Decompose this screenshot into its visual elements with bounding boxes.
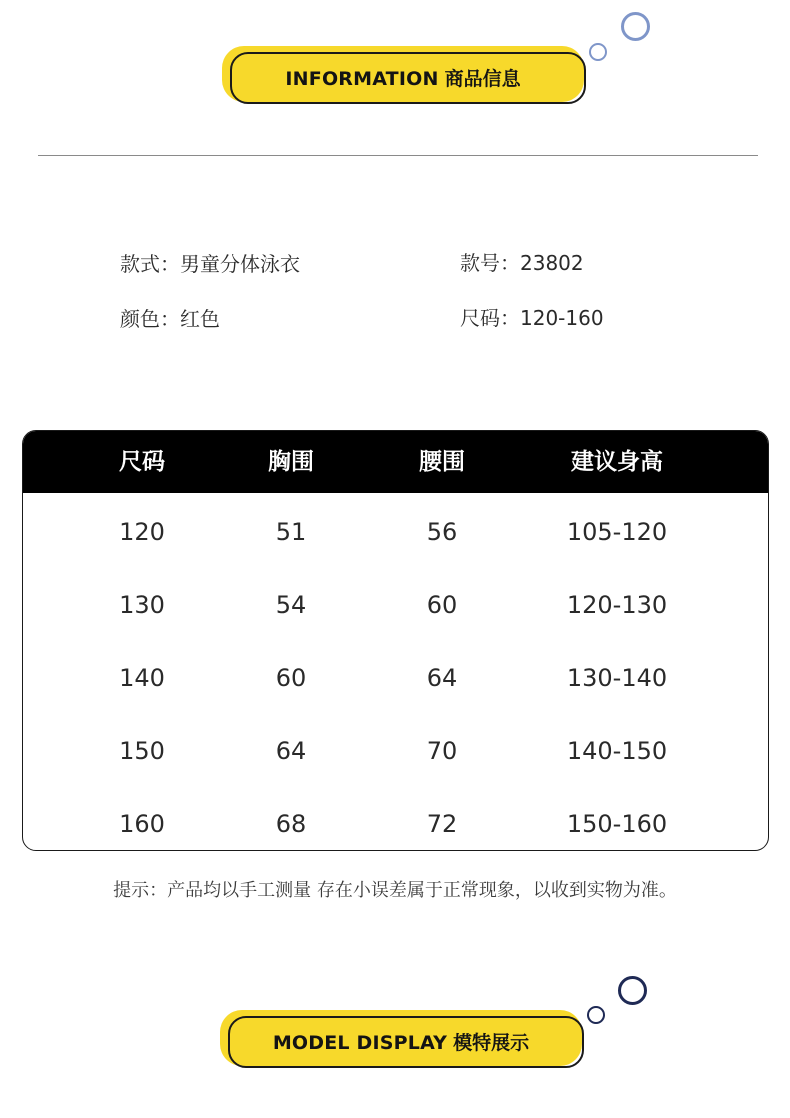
cell-size: 130 — [119, 591, 165, 619]
cell-waist: 72 — [426, 810, 458, 838]
info-header-zh: 商品信息 — [444, 68, 521, 90]
cell-chest: 54 — [275, 591, 307, 619]
cell-size: 120 — [119, 518, 165, 546]
bubble-large-icon — [618, 976, 647, 1005]
header-chest: 胸围 — [268, 449, 314, 475]
cell-size: 140 — [119, 664, 165, 692]
cell-height: 130-140 — [566, 664, 668, 692]
product-item-no: 款号：23802 — [460, 251, 584, 275]
product-style: 款式：男童分体泳衣 — [120, 252, 300, 276]
product-color: 颜色：红色 — [120, 307, 220, 331]
table-row — [23, 569, 768, 642]
cell-chest: 64 — [275, 737, 307, 765]
cell-waist: 70 — [426, 737, 458, 765]
cell-size: 160 — [119, 810, 165, 838]
model-header-title — [220, 1028, 582, 1055]
section-divider — [38, 155, 758, 156]
bubble-small-icon — [589, 43, 607, 61]
model-header-en: MODEL DISPLAY — [272, 1032, 448, 1054]
info-header-en: INFORMATION — [285, 68, 439, 90]
table-row — [23, 788, 768, 851]
cell-waist: 56 — [426, 518, 458, 546]
size-table — [22, 430, 769, 851]
table-row — [23, 715, 768, 788]
info-header-title — [222, 64, 584, 91]
table-header — [23, 431, 768, 493]
cell-chest: 60 — [275, 664, 307, 692]
cell-height: 140-150 — [566, 737, 668, 765]
model-header-zh: 模特展示 — [453, 1032, 530, 1054]
cell-height: 105-120 — [566, 518, 668, 546]
measurement-note: 提示：产品均以手工测量 存在小误差属于正常现象，以收到实物为准。 — [113, 880, 677, 901]
product-size: 尺码：120-160 — [460, 306, 604, 330]
bubble-small-icon — [587, 1006, 605, 1024]
header-waist: 腰围 — [419, 449, 465, 475]
header-size: 尺码 — [119, 449, 165, 475]
bubble-large-icon — [621, 12, 650, 41]
cell-height: 150-160 — [566, 810, 668, 838]
cell-size: 150 — [119, 737, 165, 765]
table-row — [23, 642, 768, 715]
header-height: 建议身高 — [571, 449, 663, 475]
cell-chest: 68 — [275, 810, 307, 838]
table-row — [23, 496, 768, 569]
cell-waist: 60 — [426, 591, 458, 619]
cell-chest: 51 — [275, 518, 307, 546]
cell-waist: 64 — [426, 664, 458, 692]
cell-height: 120-130 — [566, 591, 668, 619]
